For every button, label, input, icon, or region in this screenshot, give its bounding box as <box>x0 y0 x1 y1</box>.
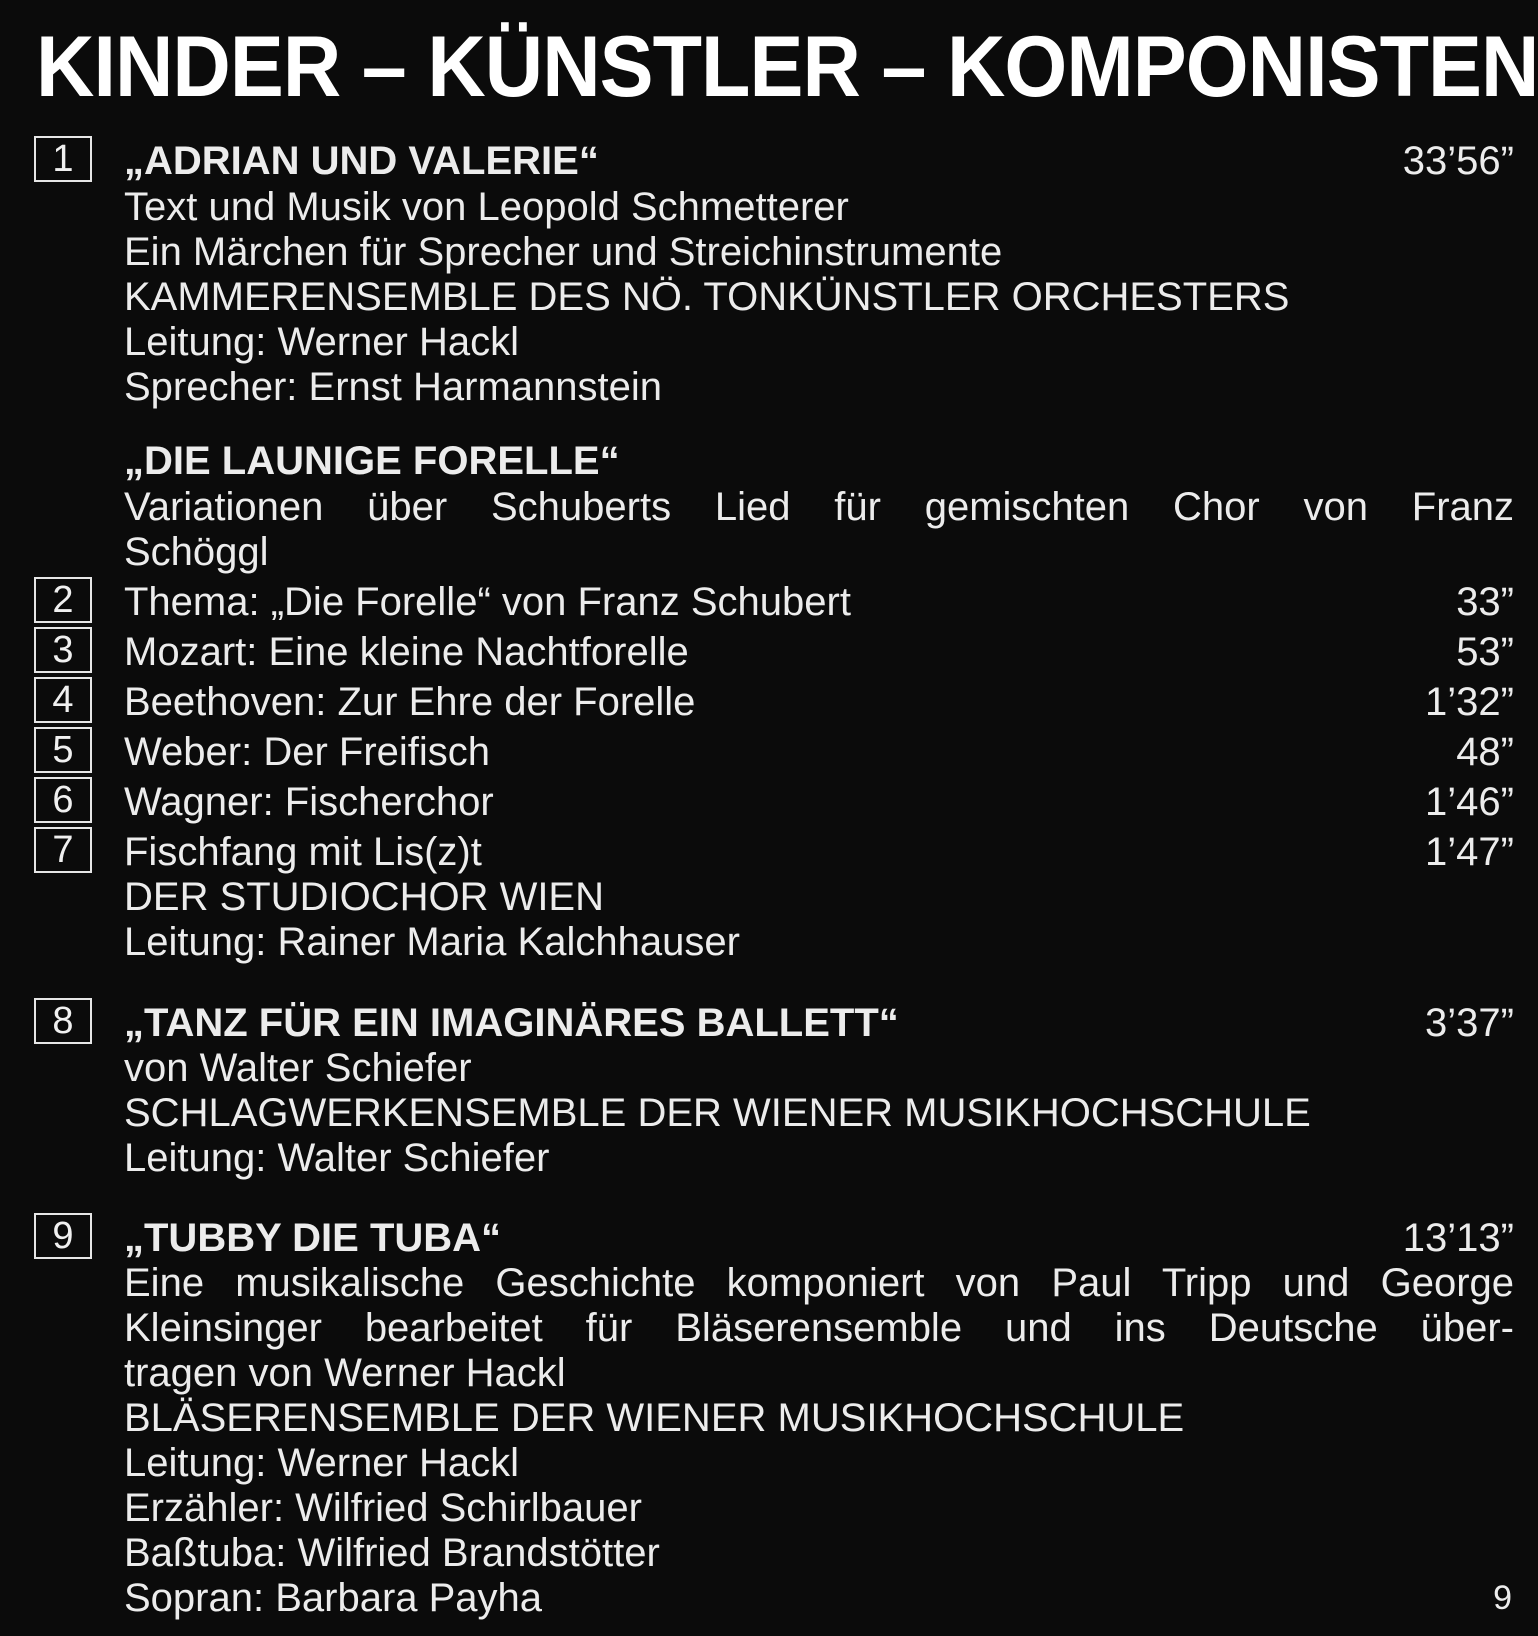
credit-line: DER STUDIOCHOR WIEN <box>124 875 604 919</box>
credit-line: Erzähler: Wilfried Schirlbauer <box>124 1486 642 1530</box>
track-number-box: 4 <box>34 677 92 723</box>
work-description: Variationen über Schuberts Lied für gemischten Chor von Franz <box>124 485 1514 529</box>
track-number-box: 7 <box>34 827 92 873</box>
credit-line: BLÄSERENSEMBLE DER WIENER MUSIKHOCHSCHULE <box>124 1396 1185 1440</box>
credit-line: Leitung: Werner Hackl <box>124 1441 519 1485</box>
track-duration: 13’13” <box>1402 1216 1514 1260</box>
work-title: „ADRIAN UND VALERIE“ <box>124 139 599 183</box>
credit-line: Leitung: Rainer Maria Kalchhauser <box>124 920 740 964</box>
track-title: Fischfang mit Lis(z)t <box>124 830 482 874</box>
credit-line: Text und Musik von Leopold Schmetterer <box>124 185 849 229</box>
credit-line: KAMMERENSEMBLE DES NÖ. TONKÜNSTLER ORCHESTERS <box>124 275 1290 319</box>
track-number-box: 2 <box>34 577 92 623</box>
credit-line: Sprecher: Ernst Harmannstein <box>124 365 663 409</box>
track-title: Wagner: Fischerchor <box>124 780 494 824</box>
work-description: Schöggl <box>124 530 269 574</box>
track-duration: 33’56” <box>1402 139 1514 183</box>
work-title: „TANZ FÜR EIN IMAGINÄRES BALLETT“ <box>124 1001 899 1045</box>
credit-line: Leitung: Walter Schiefer <box>124 1136 550 1180</box>
track-duration: 53” <box>1456 630 1514 674</box>
track-duration: 33” <box>1456 580 1514 624</box>
track-number-box: 6 <box>34 777 92 823</box>
page-title: KINDER – KÜNSTLER – KOMPONISTEN <box>36 19 1538 115</box>
track-title: Weber: Der Freifisch <box>124 730 491 774</box>
track-number-box: 1 <box>34 136 92 182</box>
credit-line: Ein Märchen für Sprecher und Streichinstrumente <box>124 230 1003 274</box>
track-title: Beethoven: Zur Ehre der Forelle <box>124 680 696 724</box>
work-title: „DIE LAUNIGE FORELLE“ <box>124 439 620 483</box>
credit-line: von Walter Schiefer <box>124 1046 472 1090</box>
work-description: Eine musikalische Geschichte komponiert von Paul Tripp und George <box>124 1261 1514 1305</box>
credit-line: SCHLAGWERKENSEMBLE DER WIENER MUSIKHOCHSCHULE <box>124 1091 1311 1135</box>
work-description: Kleinsinger bearbeitet für Bläserensemble und ins Deutsche über- <box>124 1306 1514 1350</box>
track-number-box: 5 <box>34 727 92 773</box>
track-title: Thema: „Die Forelle“ von Franz Schubert <box>124 580 851 624</box>
credit-line: Leitung: Werner Hackl <box>124 320 519 364</box>
track-duration: 1’32” <box>1425 680 1514 724</box>
track-duration: 3’37” <box>1425 1001 1514 1045</box>
track-number-box: 3 <box>34 627 92 673</box>
track-duration: 1’47” <box>1425 830 1514 874</box>
track-duration: 1’46” <box>1425 780 1514 824</box>
page-number: 9 <box>1493 1579 1512 1617</box>
track-number-box: 8 <box>34 998 92 1044</box>
work-description: tragen von Werner Hackl <box>124 1351 566 1395</box>
track-title: Mozart: Eine kleine Nachtforelle <box>124 630 689 674</box>
credit-line: Baßtuba: Wilfried Brandstötter <box>124 1531 660 1575</box>
track-duration: 48” <box>1456 730 1514 774</box>
credit-line: Sopran: Barbara Payha <box>124 1576 543 1620</box>
track-number-box: 9 <box>34 1213 92 1259</box>
work-title: „TUBBY DIE TUBA“ <box>124 1216 502 1260</box>
